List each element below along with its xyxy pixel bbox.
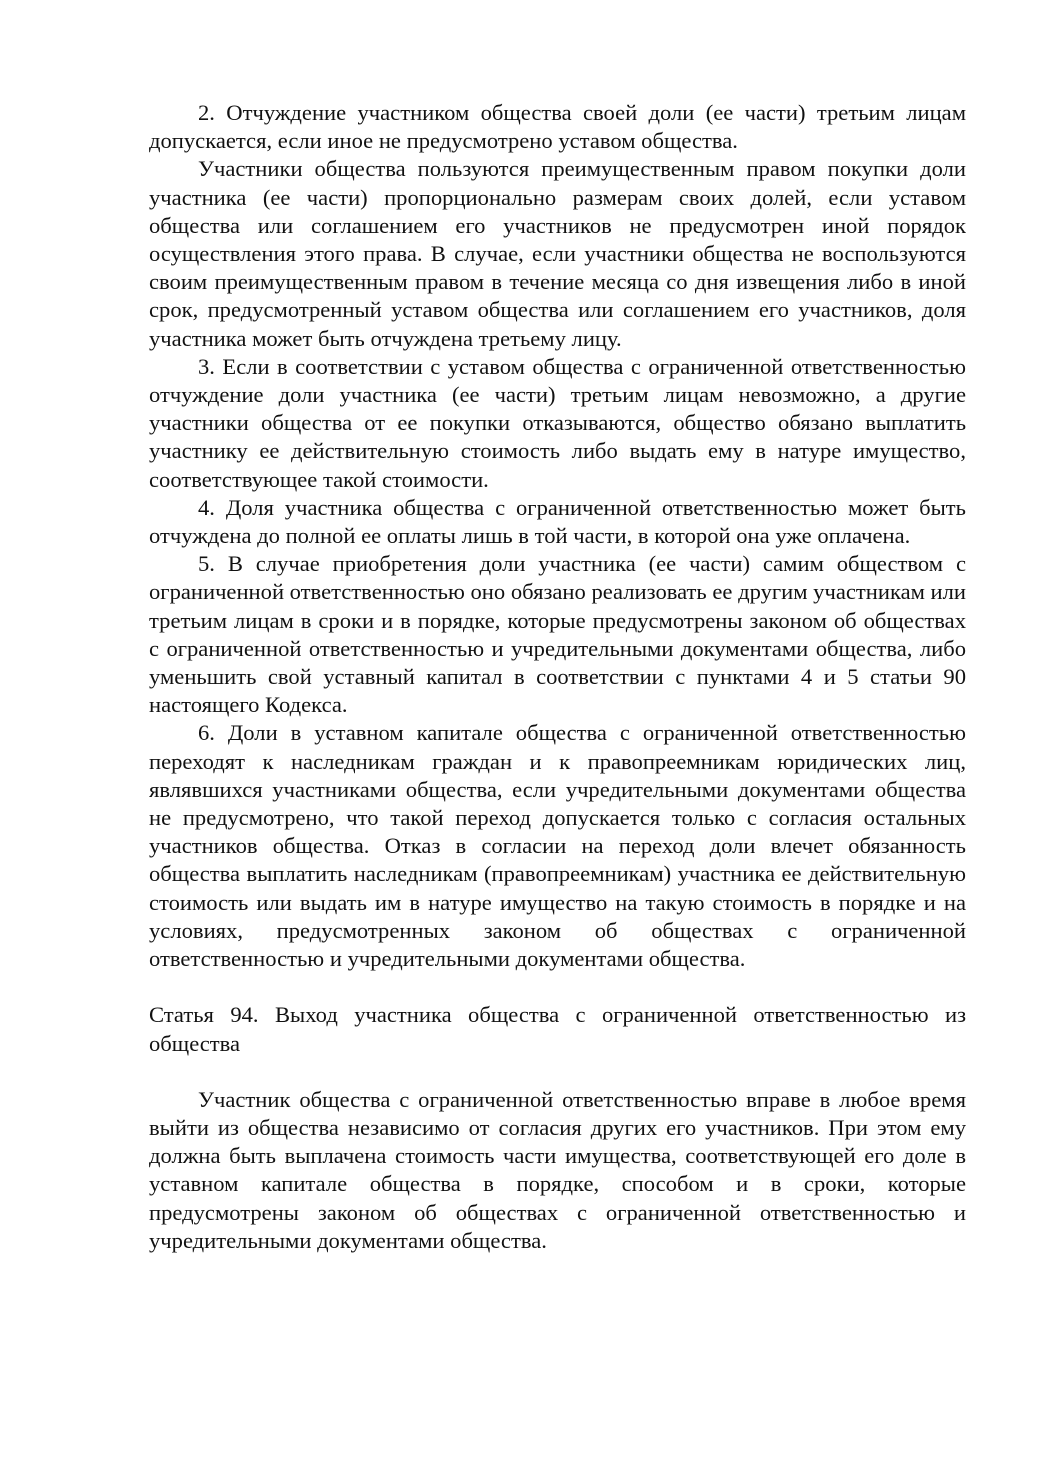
paragraph-preemptive-right: Участники общества пользуются преимущественным правом покупки доли участника (ее части) пропорционально размерам своих долей, если уставом общества или соглашением его участников не предусмотрен иной порядок осуществления этого права. В случае, если участники общества не воспользуются своим преимущественным правом в течение месяца со дня извещения либо в иной срок, предусмотренный уставом общества или соглашением его участников, доля участника может быть отчуждена третьему лицу.	[149, 156, 966, 351]
paragraph-clause-4: 4. Доля участника общества с ограниченной ответственностью может быть отчуждена до полной ее оплаты лишь в той части, в которой она уже оплачена.	[149, 494, 966, 549]
paragraph-clause-5: 5. В случае приобретения доли участника (ее части) самим обществом с ограниченной ответственностью оно обязано реализовать ее другим участникам или третьим лицам в сроки и в порядке, которые предусмотрены законом об обществах с ограниченной ответственностью и учредительными документами общества, либо уменьшить свой уставный капитал в соответствии с пунктами 4 и 5 статьи 90 настоящего Кодекса.	[149, 551, 967, 718]
document-page	[149, 99, 966, 1255]
article-94-heading: Статья 94. Выход участника общества с ограниченной ответственностью из общества	[149, 1002, 966, 1056]
article-94-body: Участник общества с ограниченной ответственностью вправе в любое время выйти из общества независимо от согласия других его участников. При этом ему должна быть выплачена стоимость части имущества, соответствующей его доле в уставном капитале общества в порядке, способом и в сроки, которые предусмотрены законом об обществах с ограниченной ответственностью и учредительными документами общества.	[149, 1086, 966, 1253]
paragraph-clause-6: 6. Доли в уставном капитале общества с ограниченной ответственностью переходят к наследникам граждан и к правопреемникам юридических лиц, являвшихся участниками общества, если учредительными документами общества не предусмотрено, что такой переход допускается только с согласия остальных участников общества. Отказ в согласии на переход доли влечет обязанность общества выплатить наследникам (правопреемникам) участника ее действительную стоимость или выдать им в натуре имущество на такую стоимость в порядке и на условиях, предусмотренных законом об обществах с ограниченной ответственностью и учредительными документами общества.	[149, 720, 966, 972]
paragraph-clause-3: 3. Если в соответствии с уставом общества с ограниченной ответственностью отчуждение доли участника (ее части) третьим лицам невозможно, а другие участники общества от ее покупки отказываются, общество обязано выплатить участнику ее действительную стоимость либо выдать ему в натуре имущество, соответствующее такой стоимости.	[149, 353, 966, 492]
paragraph-clause-2: 2. Отчуждение участником общества своей доли (ее части) третьим лицам допускается, если иное не предусмотрено уставом общества.	[149, 100, 966, 154]
